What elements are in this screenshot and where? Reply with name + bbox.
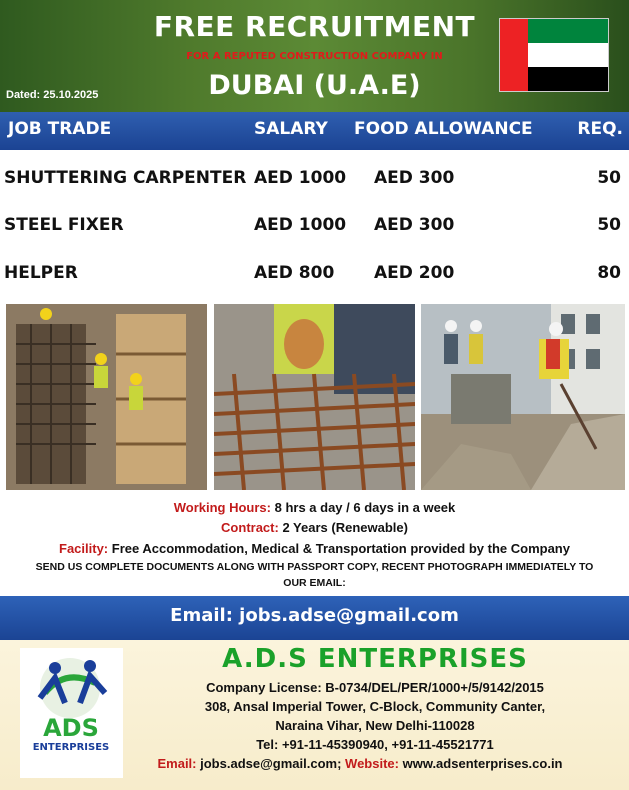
telephone-line: Tel: +91-11-45390940, +91-11-45521771 [256,737,494,752]
cell-salary: AED 800 [254,263,335,283]
cell-salary: AED 1000 [254,168,347,188]
working-hours-line [0,500,629,515]
rebar-illustration [214,304,415,490]
cell-trade: SHUTTERING CARPENTER [4,168,247,188]
address-line-1: 308, Ansal Imperial Tower, C-Block, Community Canter, [204,699,546,714]
footer [0,640,629,790]
formwork-illustration [6,304,207,490]
helper-illustration [421,304,625,490]
company-name: A.D.S ENTERPRISES [222,644,528,674]
header-banner [0,0,629,112]
facility-value: Free Accommodation, Medical & Transportation provided by the Company [111,541,570,556]
steel-fixer-photo [214,304,415,490]
flag-black-band [528,67,608,91]
footer-website-value[interactable]: www.adsenterprises.co.in [402,756,563,771]
facility-line [0,541,629,556]
header-food-allowance: FOOD ALLOWANCE [354,119,533,139]
footer-email-label: Email: [157,756,197,771]
working-hours-value: 8 hrs a day / 6 days in a week [274,500,456,515]
uae-flag-icon [499,18,609,92]
page-title: FREE RECRUITMENT [153,10,476,43]
send-documents-line: SEND US COMPLETE DOCUMENTS ALONG WITH PASSPORT COPY, RECENT PHOTOGRAPH IMMEDIATELY TO [35,561,594,573]
flag-green-band [528,19,608,43]
table-header [0,112,629,150]
header-salary: SALARY [254,119,328,139]
contact-line [100,756,620,771]
footer-email-value[interactable]: jobs.adse@gmail.com; [200,756,342,771]
table-row [0,259,629,289]
email-banner: Email: jobs.adse@gmail.com [0,596,629,640]
cell-req: 50 [597,168,621,188]
logo-text: ADS [43,714,99,742]
cell-trade: HELPER [4,263,78,283]
cell-food: AED 200 [374,263,455,283]
dated-label: Dated: 25.10.2025 [6,89,99,101]
flag-red-band [500,19,528,91]
table-row [0,211,629,241]
working-hours-label: Working Hours: [173,500,271,515]
helper-photo [421,304,625,490]
cell-salary: AED 1000 [254,215,347,235]
flag-white-band [528,43,608,67]
page-subtitle: FOR A REPUTED CONSTRUCTION COMPANY IN [186,51,443,62]
footer-website-label: Website: [345,756,399,771]
logo-subtext: ENTERPRISES [32,742,110,753]
contract-label: Contract: [221,520,279,535]
cell-trade: STEEL FIXER [4,215,124,235]
header-req: REQ. [577,119,623,139]
shuttering-carpenter-photo [6,304,207,490]
facility-label: Facility: [59,541,109,556]
address-line-2: Naraina Vihar, New Delhi-110028 [275,718,475,733]
cell-food: AED 300 [374,215,455,235]
header-job-trade: JOB TRADE [8,119,112,139]
table-row [0,164,629,194]
cell-food: AED 300 [374,168,455,188]
location-title: DUBAI (U.A.E) [208,70,421,101]
company-license: Company License: B-0734/DEL/PER/1000+/5/9142/2015 [206,680,544,695]
cell-req: 50 [597,215,621,235]
cell-req: 80 [597,263,621,283]
send-documents-line-2: OUR EMAIL: [283,577,346,589]
contract-value: 2 Years (Renewable) [282,520,408,535]
contract-line [0,520,629,535]
